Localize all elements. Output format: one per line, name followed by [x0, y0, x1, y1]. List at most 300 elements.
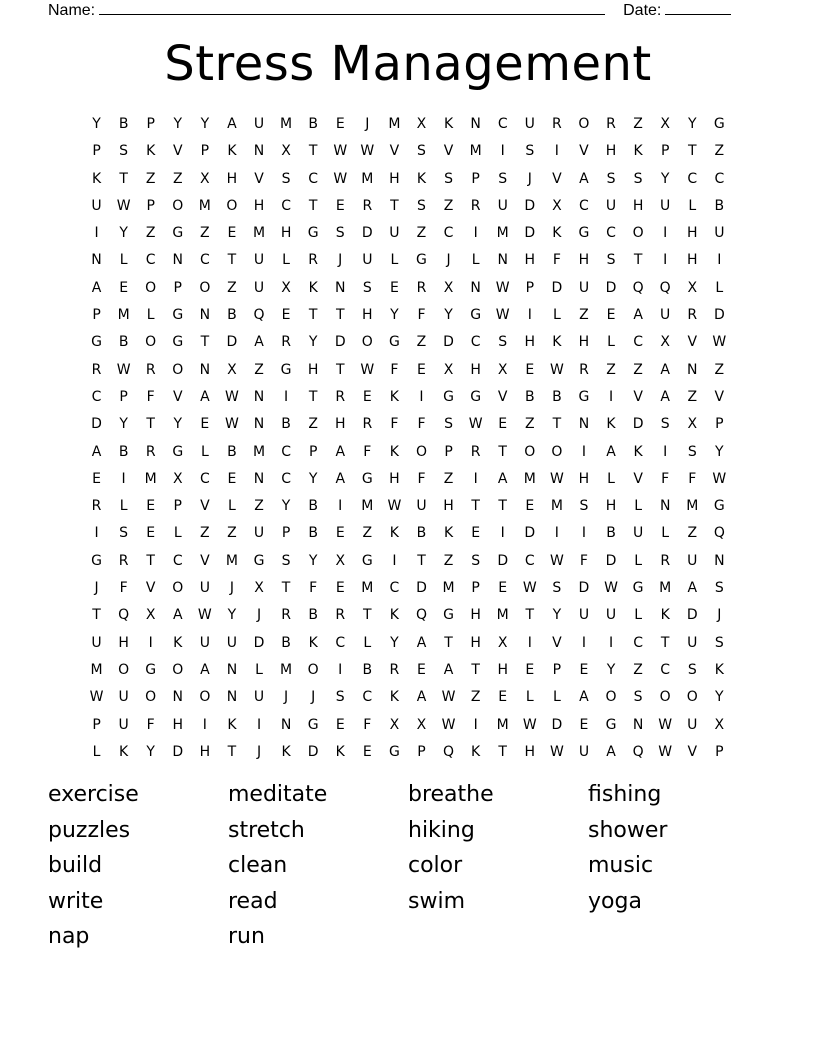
grid-row: [83, 633, 733, 660]
word-list-item: color: [408, 853, 463, 878]
grid-letter: X: [443, 279, 454, 296]
grid-letter: V: [579, 143, 589, 160]
grid-letter: M: [686, 498, 699, 515]
grid-letter: C: [524, 552, 535, 569]
grid-letter: C: [389, 580, 400, 597]
word-list-item: hiking: [408, 817, 475, 843]
grid-letter: J: [256, 743, 262, 760]
grid-letter: G: [145, 661, 157, 678]
grid-letter: T: [308, 197, 318, 214]
grid-letter: M: [361, 170, 374, 187]
grid-letter: I: [500, 525, 505, 542]
grid-letter: E: [362, 388, 372, 405]
grid-letter: D: [334, 334, 346, 351]
grid-letter: L: [146, 307, 155, 324]
grid-row: [83, 114, 733, 141]
grid-letter: L: [607, 334, 615, 351]
grid-letter: A: [91, 443, 102, 460]
grid-letter: X: [389, 716, 400, 733]
grid-letter: I: [338, 498, 343, 515]
grid-letter: A: [606, 743, 616, 760]
grid-letter: O: [118, 661, 130, 678]
grid-letter: R: [552, 116, 562, 132]
grid-letter: W: [197, 607, 212, 624]
grid-letter: Q: [713, 525, 725, 542]
grid-letter: P: [92, 307, 101, 324]
grid-letter: V: [389, 143, 400, 160]
grid-letter: U: [118, 716, 129, 733]
grid-letter: W: [333, 170, 348, 187]
grid-letter: K: [146, 143, 156, 160]
grid-letter: J: [446, 252, 451, 269]
grid-letter: D: [713, 307, 725, 324]
grid-letter: U: [91, 197, 102, 214]
grid-letter: I: [284, 388, 289, 405]
grid-letter: W: [441, 716, 456, 733]
grid-letter: E: [146, 498, 156, 515]
grid-letter: S: [119, 143, 129, 160]
grid-letter: M: [469, 143, 482, 160]
grid-letter: E: [606, 307, 616, 324]
grid-letter: P: [146, 197, 155, 214]
grid-letter: K: [552, 334, 562, 351]
grid-letter: Y: [660, 170, 670, 187]
grid-letter: U: [497, 197, 508, 214]
grid-letter: H: [280, 225, 292, 242]
grid-letter: X: [714, 716, 725, 733]
grid-letter: X: [416, 116, 427, 132]
grid-letter: H: [334, 416, 346, 433]
grid-letter: Y: [552, 607, 562, 624]
grid-letter: O: [145, 689, 157, 706]
grid-letter: W: [658, 743, 673, 760]
grid-letter: O: [361, 334, 373, 351]
grid-letter: G: [470, 307, 482, 324]
grid-letter: L: [363, 634, 372, 651]
grid-letter: S: [335, 689, 345, 706]
grid-letter: O: [605, 689, 617, 706]
grid-letter: X: [200, 170, 210, 187]
grid-letter: J: [284, 689, 289, 706]
grid-letter: G: [253, 552, 265, 569]
grid-letter: I: [94, 525, 99, 542]
word-list-item: exercise: [48, 782, 139, 807]
grid-letter: E: [498, 416, 508, 433]
grid-letter: E: [335, 716, 345, 733]
grid-letter: W: [495, 279, 510, 296]
grid-letter: S: [362, 279, 372, 296]
grid-letter: G: [307, 716, 319, 733]
grid-letter: R: [335, 607, 346, 624]
grid-letter: I: [473, 225, 478, 242]
grid-letter: X: [281, 143, 291, 160]
grid-letter: R: [91, 361, 102, 378]
grid-row: [83, 742, 733, 769]
grid-letter: X: [497, 634, 508, 651]
grid-letter: B: [714, 197, 725, 214]
grid-letter: R: [362, 416, 373, 433]
grid-letter: C: [281, 443, 291, 460]
grid-letter: B: [227, 443, 237, 460]
grid-letter: E: [335, 116, 345, 132]
grid-letter: G: [280, 361, 292, 378]
grid-letter: R: [281, 607, 291, 624]
grid-letter: V: [687, 743, 698, 760]
grid-letter: O: [145, 334, 157, 351]
grid-letter: S: [417, 197, 426, 214]
grid-letter: I: [338, 661, 343, 678]
grid-letter: B: [524, 388, 535, 405]
grid-letter: L: [552, 307, 561, 324]
grid-letter: P: [173, 279, 182, 296]
grid-letter: Z: [443, 197, 454, 214]
grid-letter: R: [145, 361, 156, 378]
grid-letter: Y: [687, 116, 697, 132]
grid-letter: X: [281, 279, 291, 296]
word-list-item: fishing: [588, 782, 662, 807]
grid-letter: S: [444, 416, 453, 433]
grid-letter: K: [633, 143, 643, 160]
grid-letter: O: [226, 197, 238, 214]
grid-letter: W: [360, 361, 375, 378]
grid-letter: E: [146, 525, 156, 542]
grid-letter: T: [444, 634, 453, 651]
grid-letter: V: [443, 143, 454, 160]
grid-letter: S: [687, 443, 697, 460]
grid-letter: C: [633, 334, 643, 351]
grid-letter: B: [281, 416, 291, 433]
grid-letter: H: [389, 470, 400, 487]
grid-letter: Q: [659, 279, 671, 296]
grid-letter: I: [663, 443, 668, 460]
grid-letter: N: [253, 416, 265, 433]
grid-letter: K: [389, 388, 399, 405]
grid-letter: U: [660, 307, 671, 324]
grid-letter: W: [116, 197, 131, 214]
grid-letter: S: [714, 580, 724, 597]
grid-letter: S: [552, 580, 562, 597]
grid-letter: I: [419, 388, 424, 405]
grid-letter: O: [686, 689, 698, 706]
grid-letter: M: [198, 197, 211, 214]
grid-letter: G: [388, 743, 400, 760]
grid-letter: X: [443, 361, 454, 378]
grid-letter: L: [255, 661, 263, 678]
grid-row: [83, 278, 733, 305]
grid-letter: V: [145, 580, 156, 597]
grid-letter: D: [307, 743, 319, 760]
grid-letter: J: [365, 116, 370, 132]
grid-letter: H: [524, 334, 536, 351]
grid-letter: Y: [606, 661, 616, 678]
grid-letter: N: [91, 252, 102, 269]
grid-row: [83, 414, 733, 441]
grid-letter: M: [496, 716, 509, 733]
grid-letter: U: [578, 743, 590, 760]
grid-letter: T: [335, 361, 345, 378]
grid-letter: S: [281, 170, 291, 187]
grid-letter: D: [497, 552, 509, 569]
grid-letter: T: [687, 143, 697, 160]
grid-letter: K: [308, 279, 318, 296]
grid-letter: W: [549, 552, 564, 569]
grid-letter: G: [443, 607, 454, 624]
grid-letter: L: [634, 552, 642, 569]
grid-letter: M: [388, 116, 401, 132]
grid-letter: A: [579, 170, 589, 187]
grid-letter: H: [389, 170, 400, 187]
grid-letter: G: [172, 443, 184, 460]
grid-letter: Q: [118, 607, 130, 624]
grid-letter: Y: [308, 470, 318, 487]
grid-letter: C: [443, 225, 454, 242]
grid-letter: N: [226, 689, 238, 706]
grid-letter: W: [225, 416, 239, 433]
grid-letter: U: [199, 580, 210, 597]
grid-row: [83, 469, 733, 496]
grid-letter: Y: [200, 116, 210, 132]
grid-letter: Y: [281, 498, 291, 515]
grid-letter: L: [661, 525, 670, 542]
grid-letter: T: [363, 607, 372, 624]
grid-letter: T: [308, 388, 318, 405]
grid-row: [83, 387, 733, 414]
grid-letter: V: [714, 388, 725, 405]
grid-letter: R: [335, 388, 346, 405]
grid-letter: D: [443, 334, 454, 351]
grid-letter: A: [254, 334, 264, 351]
grid-letter: I: [527, 307, 532, 324]
grid-letter: U: [91, 634, 102, 651]
grid-letter: X: [145, 607, 156, 624]
grid-letter: M: [496, 225, 509, 242]
grid-letter: N: [714, 552, 725, 569]
grid-letter: Z: [443, 470, 454, 487]
grid-letter: O: [307, 661, 319, 678]
grid-letter: X: [497, 361, 508, 378]
grid-row: [83, 305, 733, 332]
grid-letter: C: [91, 388, 102, 405]
grid-letter: W: [89, 689, 104, 706]
grid-letter: R: [606, 116, 616, 132]
grid-letter: K: [227, 716, 237, 733]
grid-letter: L: [119, 252, 128, 269]
grid-letter: H: [524, 743, 536, 760]
grid-letter: E: [525, 498, 535, 515]
grid-letter: K: [91, 170, 102, 187]
grid-letter: K: [443, 525, 454, 542]
word-list-item: read: [228, 888, 278, 914]
grid-letter: Z: [714, 143, 725, 160]
grid-letter: M: [252, 225, 266, 242]
grid-row: [83, 496, 733, 523]
grid-letter: S: [633, 170, 643, 187]
grid-letter: X: [416, 716, 427, 733]
grid-letter: Y: [173, 116, 183, 132]
grid-letter: B: [308, 607, 318, 624]
grid-letter: O: [578, 116, 590, 132]
grid-letter: E: [227, 470, 237, 487]
grid-letter: X: [660, 116, 670, 132]
grid-letter: W: [116, 361, 131, 378]
grid-row: [83, 687, 733, 714]
grid-letter: G: [470, 388, 482, 405]
grid-letter: F: [390, 361, 399, 378]
grid-letter: S: [498, 334, 508, 351]
grid-letter: G: [632, 580, 644, 597]
grid-row: [83, 169, 733, 196]
grid-letter: F: [363, 443, 372, 460]
grid-letter: W: [522, 580, 537, 597]
grid-letter: T: [498, 443, 507, 460]
grid-letter: S: [687, 661, 697, 678]
grid-letter: U: [226, 634, 238, 651]
grid-letter: T: [200, 334, 210, 351]
grid-letter: E: [335, 580, 345, 597]
grid-letter: G: [713, 116, 725, 132]
grid-letter: T: [660, 634, 670, 651]
grid-letter: L: [471, 252, 480, 269]
grid-row: [83, 551, 733, 578]
grid-letter: H: [497, 661, 508, 678]
grid-letter: K: [281, 743, 291, 760]
grid-letter: Z: [145, 225, 156, 242]
grid-letter: H: [253, 197, 265, 214]
grid-letter: U: [362, 252, 373, 269]
grid-letter: I: [94, 225, 99, 242]
grid-letter: C: [199, 252, 210, 269]
grid-letter: H: [362, 307, 373, 324]
grid-letter: P: [444, 443, 453, 460]
header-line: [48, 0, 731, 21]
grid-letter: B: [552, 388, 562, 405]
grid-letter: E: [362, 743, 372, 760]
grid-letter: Z: [633, 661, 643, 678]
grid-letter: C: [281, 197, 291, 214]
grid-letter: A: [579, 689, 589, 706]
grid-letter: T: [227, 743, 237, 760]
grid-letter: H: [686, 252, 698, 269]
grid-letter: P: [525, 279, 535, 296]
grid-letter: P: [660, 143, 670, 160]
grid-letter: S: [335, 225, 345, 242]
grid-letter: N: [253, 388, 265, 405]
grid-letter: A: [660, 361, 670, 378]
grid-letter: C: [145, 252, 156, 269]
word-list: [48, 780, 768, 958]
grid-letter: D: [578, 580, 590, 597]
grid-letter: A: [227, 116, 237, 132]
grid-letter: E: [525, 661, 535, 678]
grid-letter: A: [200, 661, 210, 678]
grid-letter: K: [606, 416, 616, 433]
grid-letter: F: [579, 552, 588, 569]
grid-letter: H: [470, 361, 481, 378]
grid-letter: X: [552, 197, 562, 214]
grid-letter: F: [417, 307, 426, 324]
grid-letter: Z: [172, 170, 183, 187]
grid-letter: E: [335, 525, 345, 542]
grid-letter: X: [687, 416, 698, 433]
grid-letter: H: [443, 498, 454, 515]
grid-letter: V: [200, 498, 210, 515]
grid-letter: U: [687, 552, 698, 569]
grid-letter: E: [389, 279, 399, 296]
grid-letter: I: [527, 634, 532, 651]
grid-letter: Y: [390, 307, 399, 324]
grid-letter: T: [92, 607, 101, 624]
grid-letter: E: [335, 197, 345, 214]
grid-letter: I: [581, 443, 587, 460]
grid-letter: D: [551, 716, 563, 733]
grid-letter: P: [92, 716, 101, 733]
grid-letter: S: [281, 552, 291, 569]
grid-letter: U: [605, 607, 617, 624]
grid-letter: F: [688, 470, 697, 487]
grid-letter: B: [118, 116, 129, 132]
grid-letter: I: [202, 716, 207, 733]
grid-letter: Y: [390, 634, 399, 651]
grid-letter: B: [308, 498, 318, 515]
grid-row: [83, 360, 733, 387]
grid-letter: N: [172, 252, 184, 269]
grid-letter: T: [146, 552, 155, 569]
grid-letter: W: [468, 416, 483, 433]
grid-letter: L: [282, 252, 290, 269]
grid-letter: Q: [443, 743, 455, 760]
grid-letter: R: [145, 443, 156, 460]
grid-letter: D: [632, 416, 644, 433]
grid-letter: T: [281, 580, 291, 597]
grid-letter: Z: [145, 170, 156, 187]
grid-letter: J: [527, 170, 532, 187]
grid-letter: W: [360, 143, 375, 160]
grid-letter: K: [660, 607, 670, 624]
grid-letter: V: [687, 334, 698, 351]
grid-letter: W: [604, 580, 618, 597]
grid-letter: N: [199, 361, 211, 378]
grid-letter: A: [660, 388, 670, 405]
grid-letter: O: [415, 443, 427, 460]
grid-letter: K: [633, 443, 643, 460]
grid-letter: F: [417, 416, 426, 433]
grid-letter: K: [471, 743, 481, 760]
grid-letter: L: [525, 689, 534, 706]
grid-letter: Y: [715, 689, 724, 706]
grid-letter: E: [498, 689, 508, 706]
grid-letter: U: [253, 116, 265, 132]
grid-letter: G: [443, 388, 454, 405]
grid-letter: J: [311, 689, 316, 706]
grid-letter: M: [280, 661, 293, 678]
grid-letter: U: [687, 634, 698, 651]
grid-letter: E: [417, 661, 426, 678]
grid-row: [83, 250, 733, 277]
grid-letter: U: [687, 716, 698, 733]
grid-letter: I: [256, 716, 262, 733]
grid-letter: Z: [227, 279, 237, 296]
grid-letter: C: [579, 197, 589, 214]
grid-letter: C: [714, 170, 725, 187]
grid-letter: E: [92, 470, 101, 487]
grid-letter: V: [172, 143, 183, 160]
grid-letter: M: [442, 580, 455, 597]
grid-row: [83, 605, 733, 632]
grid-letter: K: [173, 634, 183, 651]
grid-letter: G: [91, 552, 102, 569]
grid-letter: G: [605, 716, 617, 733]
name-label: Name:: [48, 2, 96, 19]
